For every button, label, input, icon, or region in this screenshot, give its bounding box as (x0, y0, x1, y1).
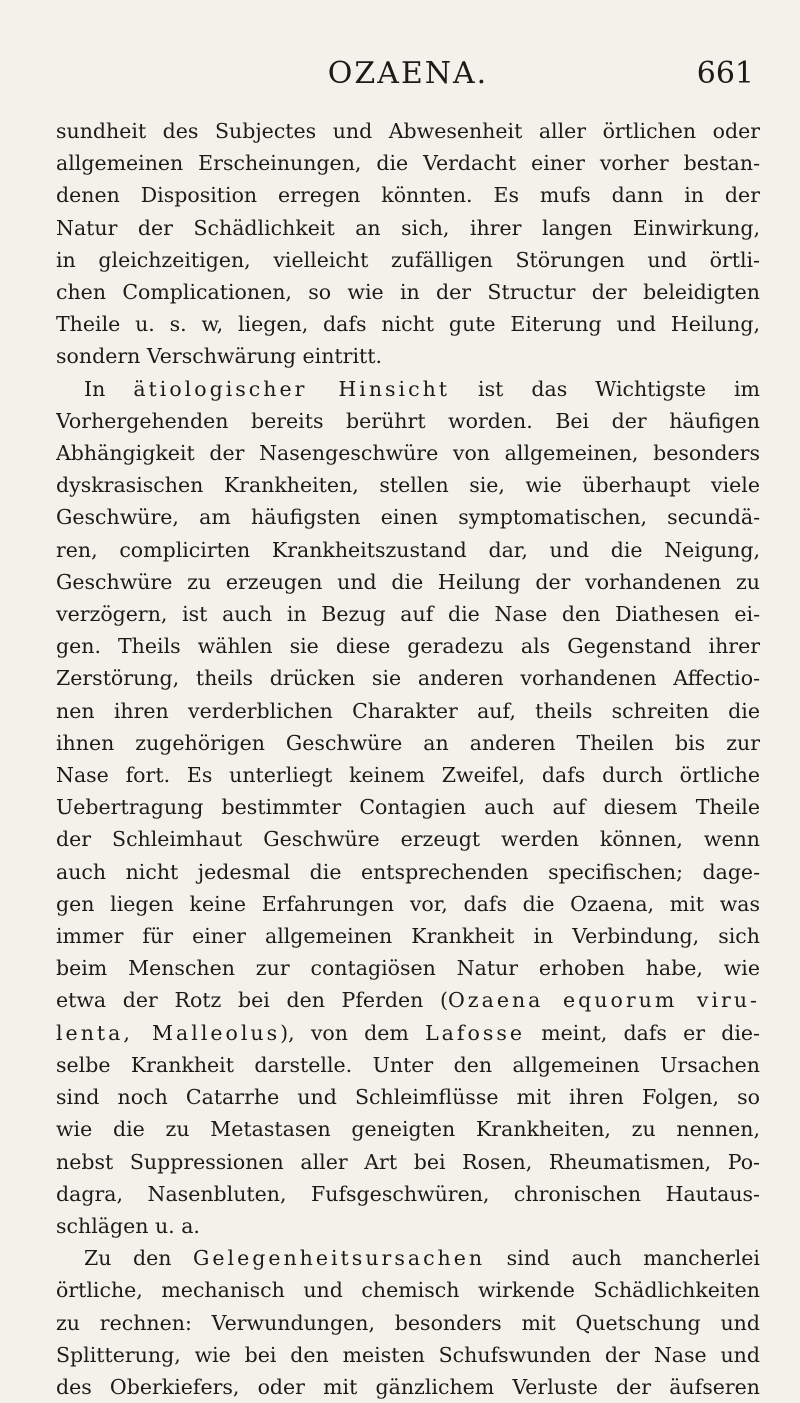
text-line: sundheit des Subjectes und Abwesenheit aller örtlichen oder (56, 119, 760, 143)
text-line: zu rechnen: Verwundungen, besonders mit Quetschung und (56, 1310, 760, 1335)
text-line: chen Complicationen, so wie in der Structur der beleidigten (56, 280, 760, 305)
text-line: sondern Verschwärung eintritt. (56, 344, 382, 369)
text-line: Natur der Schädlichkeit an sich, ihrer langen Einwirkung, (56, 215, 760, 240)
text-line: Vorhergehenden bereits berührt worden. Bei der häufigen (56, 408, 760, 433)
text-line: nebst Suppressionen aller Art bei Rosen, Rheumatismen, Po- (56, 1149, 760, 1174)
text-line: Theile u. s. w, liegen, dafs nicht gute Eiterung und Heilung, (56, 312, 760, 337)
text-line: selbe Krankheit darstelle. Unter den allgemeinen Ursachen (56, 1052, 760, 1077)
text-line: örtliche, mechanisch und chemisch wirkende Schädlichkeiten (56, 1278, 760, 1303)
text-line: Uebertragung bestimmter Contagien auch auf diesem Theile (56, 795, 760, 820)
text-line: gen liegen keine Erfahrungen vor, dafs die Ozaena, mit was (56, 891, 760, 916)
text-line: Abhängigkeit der Nasengeschwüre von allgemeinen, besonders (56, 441, 760, 466)
text-line: beim Menschen zur contagiösen Natur erhoben habe, wie (56, 956, 760, 981)
text-line: allgemeinen Erscheinungen, die Verdacht einer vorher bestan- (56, 151, 760, 176)
text-line: Geschwüre zu erzeugen und die Heilung der vorhandenen zu (56, 569, 760, 594)
text-line: etwa der Rotz bei den Pferden (Ozaena equorum viru- (56, 988, 760, 1013)
spaced-emphasis: lenta, Malleolus (56, 1020, 281, 1045)
text-line: ihnen zugehörigen Geschwüre an anderen Theilen bis zur (56, 730, 760, 755)
text-line: Splitterung, wie bei den meisten Schufswunden der Nase und (56, 1342, 760, 1367)
text-line: lenta, Malleolus), von dem Lafosse meint, dafs er die- (56, 1020, 760, 1045)
text-line: des Oberkiefers, oder mit gänzlichem Verluste der äufseren (56, 1374, 760, 1399)
text-line: ren, complicirten Krankheitszustand dar, und die Neigung, (56, 537, 760, 562)
text-line: immer für einer allgemeinen Krankheit in Verbindung, sich (56, 924, 760, 949)
text-line: In ätiologischer Hinsicht ist das Wichtigste im (84, 376, 760, 401)
text-line: denen Disposition erregen könnten. Es mufs dann in der (56, 183, 760, 208)
text-line: auch nicht jedesmal die entsprechenden specifischen; dage- (56, 859, 760, 884)
page-number: 661 (696, 56, 754, 91)
text-line: sind noch Catarrhe und Schleimflüsse mit ihren Folgen, so (56, 1085, 760, 1110)
spaced-emphasis: ätiologischer Hinsicht (133, 376, 451, 401)
spaced-emphasis: Gelegenheitsursachen (193, 1246, 486, 1271)
text-line: dagra, Nasenbluten, Fufsgeschwüren, chronischen Hautaus- (56, 1181, 760, 1206)
text-line: Zerstörung, theils drücken sie anderen vorhandenen Affectio- (56, 666, 760, 691)
text-line: verzögern, ist auch in Bezug auf die Nase den Diathesen ei- (56, 602, 760, 627)
text-line: nen ihren verderblichen Charakter auf, theils schreiten die (56, 698, 760, 723)
running-title: OZAENA. (327, 56, 489, 91)
text-line: schlägen u. a. (56, 1213, 200, 1238)
spaced-emphasis: Ozaena equorum viru- (447, 988, 760, 1013)
running-header (56, 56, 760, 108)
text-line: Nase fort. Es unterliegt keinem Zweifel, dafs durch örtliche (56, 763, 760, 788)
text-line: in gleichzeitigen, vielleicht zufälligen Störungen und örtli- (56, 247, 760, 272)
text-line: Zu den Gelegenheitsursachen sind auch mancherlei (84, 1246, 760, 1271)
text-line: dyskrasischen Krankheiten, stellen sie, wie überhaupt viele (56, 473, 760, 498)
text-line: Geschwüre, am häufigsten einen symptomatischen, secundä- (56, 505, 760, 530)
text-line: gen. Theils wählen sie diese geradezu als Gegenstand ihrer (56, 634, 760, 659)
body-text (56, 115, 760, 1403)
text-line: wie die zu Metastasen geneigten Krankheiten, zu nennen, (56, 1117, 760, 1142)
text-line: der Schleimhaut Geschwüre erzeugt werden können, wenn (56, 827, 760, 852)
spaced-emphasis: Lafosse (425, 1020, 525, 1045)
